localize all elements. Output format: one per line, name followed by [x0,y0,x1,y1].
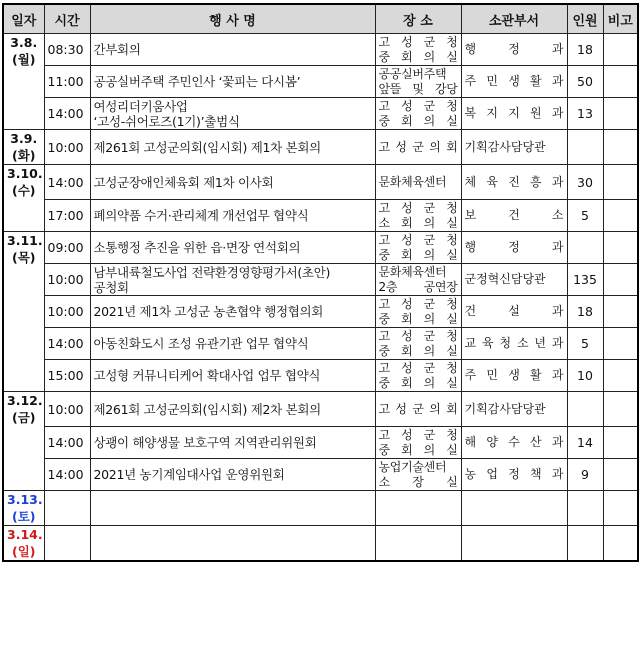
attendee-count-cell [567,130,603,165]
place-line: 중 회 의 실 [378,113,458,128]
attendee-count-cell: 5 [567,200,603,232]
note-cell [603,296,638,328]
place-cell [375,427,461,459]
attendee-count-cell: 30 [567,165,603,200]
table-row [3,34,638,66]
attendee-count-cell: 50 [567,66,603,98]
event-line: 2021년 농기계임대사업 운영위원회 [93,467,285,482]
attendee-count-cell [567,392,603,427]
header-row [3,4,638,34]
attendee-count-cell [567,232,603,264]
event-cell [90,165,375,200]
event-line: 제261회 고성군의회(임시회) 제2차 본회의 [93,401,321,417]
table-row [3,392,638,427]
date-label: 3.10. [7,166,43,181]
dept-cell: 주 민 생 활 과 [461,66,567,98]
table-row [3,491,638,526]
header-event: 행 사 명 [90,4,375,34]
time-cell [44,526,90,562]
header-date: 일자 [3,4,44,34]
weekday-label: (월) [11,52,36,67]
time-cell: 14:00 [44,427,90,459]
attendee-count-cell [567,526,603,562]
note-cell [603,392,638,427]
event-cell [90,232,375,264]
place-cell [375,34,461,66]
event-cell [90,200,375,232]
place-cell [375,491,461,526]
event-cell [90,130,375,165]
place-line: 중 회 의 실 [378,247,458,262]
event-line: 간부회의 [93,42,141,57]
place-line: 중 회 의 실 [378,343,458,358]
event-line: 소통행정 추진을 위한 읍·면장 연석회의 [93,240,301,255]
note-cell [603,427,638,459]
date-label: 3.9. [10,131,38,146]
dept-cell: 교 육 청 소 년 과 [461,328,567,360]
place-cell [375,392,461,427]
table-row [3,427,638,459]
place-line: 중 회 의 실 [378,311,458,326]
dept-cell: 건 설 과 [461,296,567,328]
event-line: 상괭이 해양생물 보호구역 지역관리위원회 [93,435,317,450]
event-line: 폐의약품 수거·관리체계 개선업무 협약식 [93,208,309,223]
place-line: 중 회 의 실 [378,375,458,390]
event-line: 아동친화도시 조성 유관기관 업무 협약식 [93,336,309,351]
event-line: 제261회 고성군의회(임시회) 제1차 본회의 [93,139,321,155]
place-cell [375,165,461,200]
dept-cell: 행 정 과 [461,232,567,264]
note-cell [603,200,638,232]
table-row [3,165,638,200]
date-cell [3,34,44,130]
time-cell: 14:00 [44,165,90,200]
table-row [3,200,638,232]
place-line: 2층 공연장 [378,279,458,294]
place-cell [375,66,461,98]
dept-cell: 군정혁신담당관 [461,264,567,296]
place-cell [375,200,461,232]
note-cell [603,526,638,562]
header-place: 장 소 [375,4,461,34]
table-row [3,130,638,165]
note-cell [603,66,638,98]
place-line: 중 회 의 실 [378,49,458,64]
time-cell: 15:00 [44,360,90,392]
event-cell [90,526,375,562]
table-row [3,526,638,562]
table-row [3,296,638,328]
note-cell [603,264,638,296]
note-cell [603,328,638,360]
time-cell: 11:00 [44,66,90,98]
date-label: 3.11. [7,233,43,248]
table-row [3,459,638,491]
header-count: 인원 [567,4,603,34]
place-line: 문화체육센터 [378,174,447,189]
dept-cell: 체 육 진 흥 과 [461,165,567,200]
weekday-label: (수) [11,183,36,198]
weekday-label: (토) [11,509,36,524]
event-line: 남부내륙철도사업 전략환경영향평가서(초안) [93,264,331,280]
schedule-body [3,34,638,562]
place-cell [375,360,461,392]
note-cell [603,232,638,264]
schedule-table [2,3,639,562]
place-line: 앞뜰 및 강당 [378,81,458,96]
dept-cell: 보 건 소 [461,200,567,232]
event-line: ‘고성-쉬어로즈(1기)’출범식 [93,113,240,129]
date-cell [3,232,44,392]
event-cell [90,66,375,98]
place-cell [375,232,461,264]
table-row [3,66,638,98]
table-row [3,360,638,392]
place-line: 고 성 군 청 [378,200,458,215]
time-cell: 17:00 [44,200,90,232]
time-cell: 10:00 [44,130,90,165]
time-cell [44,491,90,526]
dept-cell [461,526,567,562]
place-line: 농업기술센터 [378,459,447,474]
event-cell [90,427,375,459]
attendee-count-cell [567,491,603,526]
event-cell [90,360,375,392]
event-cell [90,264,375,296]
event-line: 고성군장애인체육회 제1차 이사회 [93,174,274,190]
place-line: 고 성 군 청 [378,328,458,343]
event-cell [90,98,375,130]
table-row [3,264,638,296]
time-cell: 08:30 [44,34,90,66]
place-cell [375,526,461,562]
header-dept: 소관부서 [461,4,567,34]
dept-cell: 주 민 생 활 과 [461,360,567,392]
date-cell [3,392,44,491]
event-cell [90,491,375,526]
date-label: 3.14. [7,527,43,542]
weekday-label: (화) [11,148,36,163]
table-row [3,98,638,130]
event-line: 고성형 커뮤니티케어 확대사업 업무 협약식 [93,368,321,383]
note-cell [603,34,638,66]
dept-cell: 농 업 정 책 과 [461,459,567,491]
table-row [3,328,638,360]
date-label: 3.12. [7,393,43,408]
date-cell [3,491,44,526]
attendee-count-cell: 14 [567,427,603,459]
event-cell [90,392,375,427]
note-cell [603,130,638,165]
date-cell [3,526,44,562]
event-line: 공청회 [93,279,129,295]
place-line: 고 성 군 청 [378,427,458,442]
place-line: 소 장 실 [378,474,458,489]
date-label: 3.13. [7,492,43,507]
place-line: 문화체육센터 [378,264,447,279]
date-label: 3.8. [10,35,38,50]
time-cell: 09:00 [44,232,90,264]
weekday-label: (목) [11,250,36,265]
event-cell [90,459,375,491]
event-cell [90,328,375,360]
attendee-count-cell: 10 [567,360,603,392]
event-line: 2021년 제1차 고성군 농촌협약 행정협의회 [93,304,324,319]
event-line: 여성리더키움사업 [93,98,188,114]
attendee-count-cell: 5 [567,328,603,360]
time-cell: 10:00 [44,296,90,328]
dept-cell: 복 지 지 원 과 [461,98,567,130]
place-cell [375,328,461,360]
attendee-count-cell: 13 [567,98,603,130]
place-line: 고 성 군 의 회 [378,401,458,416]
date-cell [3,130,44,165]
attendee-count-cell: 18 [567,34,603,66]
dept-cell: 해 양 수 산 과 [461,427,567,459]
time-cell: 10:00 [44,392,90,427]
dept-cell [461,491,567,526]
attendee-count-cell: 9 [567,459,603,491]
table-row [3,232,638,264]
place-line: 중 회 의 실 [378,442,458,457]
place-line: 고 성 군 의 회 [378,139,458,154]
place-line: 고 성 군 청 [378,34,458,49]
place-line: 소 회 의 실 [378,215,458,230]
dept-cell: 기획감사담당관 [461,392,567,427]
time-cell: 10:00 [44,264,90,296]
event-line: 공공실버주택 주민인사 ‘꽃피는 다시봄’ [93,74,301,89]
note-cell [603,165,638,200]
date-cell [3,165,44,232]
note-cell [603,360,638,392]
place-cell [375,264,461,296]
note-cell [603,459,638,491]
weekday-label: (일) [11,544,36,559]
note-cell [603,491,638,526]
header-time: 시간 [44,4,90,34]
dept-cell: 기획감사담당관 [461,130,567,165]
place-cell [375,459,461,491]
place-line: 고 성 군 청 [378,360,458,375]
attendee-count-cell: 18 [567,296,603,328]
note-cell [603,98,638,130]
place-line: 고 성 군 청 [378,296,458,311]
place-line: 공공실버주택 [378,66,447,81]
attendee-count-cell: 135 [567,264,603,296]
place-line: 고 성 군 청 [378,98,458,113]
time-cell: 14:00 [44,98,90,130]
time-cell: 14:00 [44,328,90,360]
dept-cell: 행 정 과 [461,34,567,66]
event-cell [90,296,375,328]
time-cell: 14:00 [44,459,90,491]
event-cell [90,34,375,66]
place-cell [375,98,461,130]
place-cell [375,296,461,328]
place-line: 고 성 군 청 [378,232,458,247]
weekday-label: (금) [11,410,36,425]
header-note: 비고 [603,4,638,34]
place-cell [375,130,461,165]
